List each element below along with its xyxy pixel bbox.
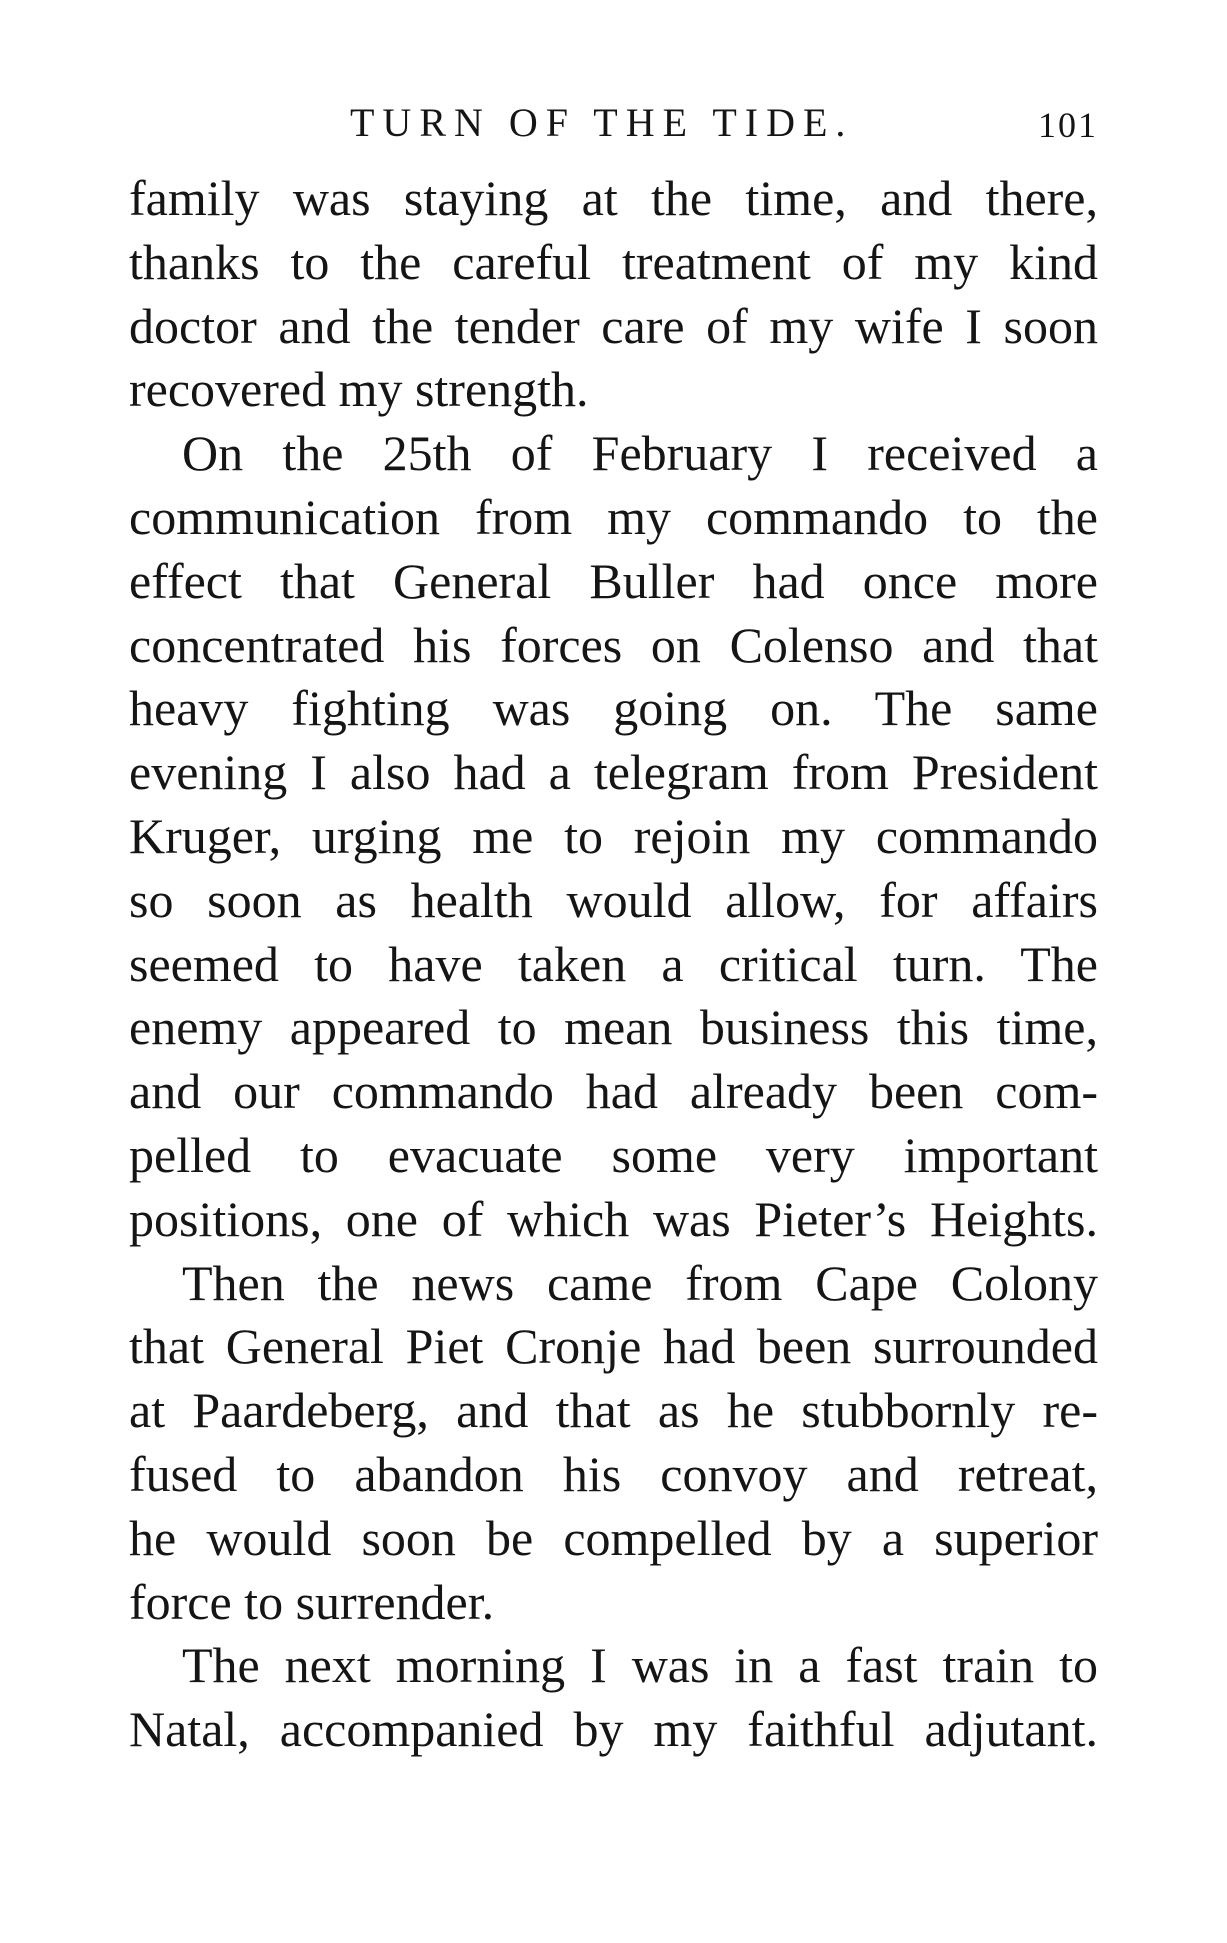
text-line: evening I also had a telegram from President xyxy=(129,744,1098,801)
text-line: communication from my commando to the xyxy=(129,488,1098,545)
body-text xyxy=(129,167,1098,1762)
text-line: that General Piet Cronje had been surrounded xyxy=(129,1318,1098,1375)
text-line: thanks to the careful treatment of my kind xyxy=(129,233,1098,290)
text-line: recovered my strength. xyxy=(129,361,589,418)
page-number: 101 xyxy=(1038,105,1098,145)
text-line: effect that General Buller had once more xyxy=(129,552,1098,609)
text-line: heavy fighting was going on. The same xyxy=(129,680,1098,737)
text-line: force to surrender. xyxy=(129,1573,495,1630)
text-line: concentrated his forces on Colenso and that xyxy=(129,616,1098,673)
text-line: seemed to have taken a critical turn. The xyxy=(129,935,1098,992)
text-line: so soon as health would allow, for affairs xyxy=(129,871,1098,928)
text-line: Kruger, urging me to rejoin my commando xyxy=(129,807,1098,864)
paragraph xyxy=(129,1634,1098,1762)
text-line: and our commando had already been com- xyxy=(129,1063,1098,1120)
text-line: enemy appeared to mean business this time, xyxy=(129,999,1098,1056)
running-head xyxy=(129,98,1098,148)
text-line: doctor and the tender care of my wife I soon xyxy=(129,297,1098,354)
text-line: The next morning I was in a fast train to xyxy=(182,1637,1098,1694)
text-line: Then the news came from Cape Colony xyxy=(182,1254,1098,1311)
text-line: at Paardeberg, and that as he stubbornly re- xyxy=(129,1382,1098,1439)
paragraph xyxy=(129,422,1098,1251)
paragraph xyxy=(129,1252,1098,1635)
text-line: he would soon be compelled by a superior xyxy=(129,1509,1098,1566)
text-line: Natal, accompanied by my faithful adjutant. xyxy=(129,1701,1098,1758)
text-line: positions, one of which was Pieter’s Heights. xyxy=(129,1190,1098,1247)
text-line: On the 25th of February I received a xyxy=(182,425,1098,482)
text-line: family was staying at the time, and there, xyxy=(129,170,1098,226)
text-line: fused to abandon his convoy and retreat, xyxy=(129,1445,1098,1502)
text-line: pelled to evacuate some very important xyxy=(129,1126,1098,1183)
paragraph-continued xyxy=(129,167,1098,422)
running-title: TURN OF THE TIDE. xyxy=(350,100,854,145)
